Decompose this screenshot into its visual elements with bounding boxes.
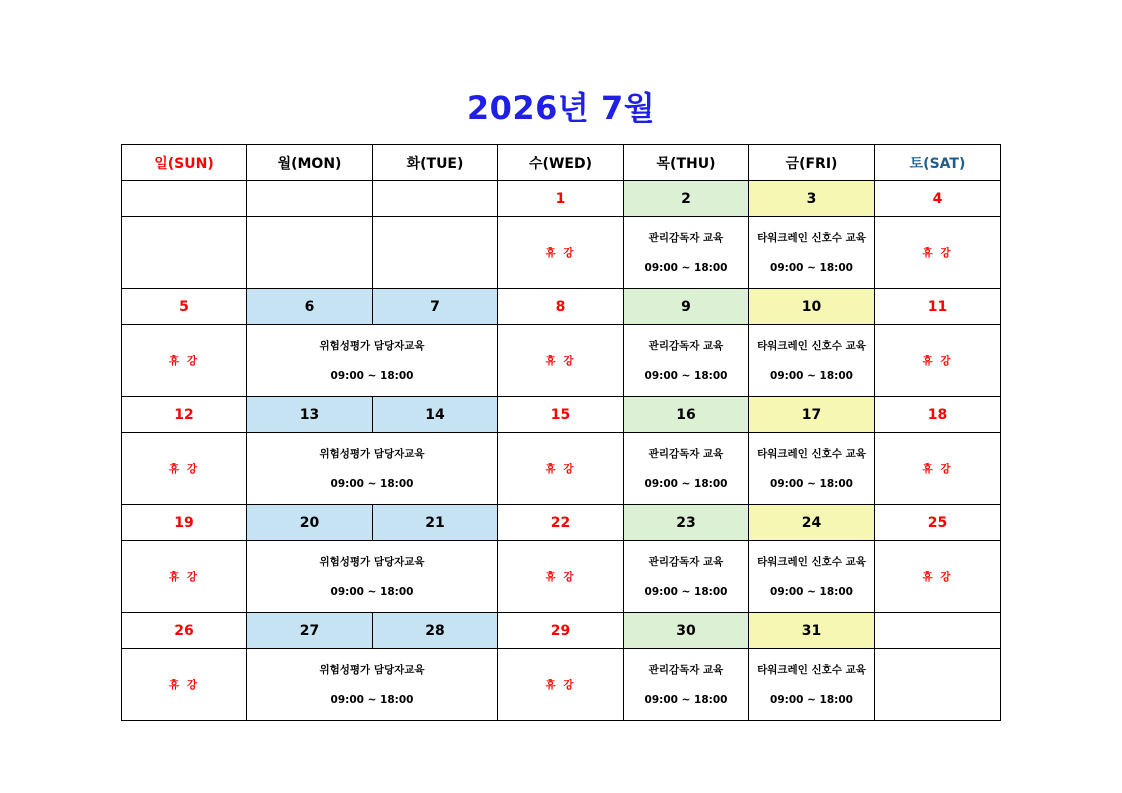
holiday-label: 휴 강 bbox=[922, 355, 953, 367]
date-cell: 7 bbox=[373, 289, 498, 325]
course-name: 위험성평가 담당자교육 bbox=[319, 663, 425, 676]
weekday-header-row bbox=[122, 145, 1001, 181]
course-time: 09:00 ~ 18:00 bbox=[770, 585, 853, 598]
weekday-thu: 목(THU) bbox=[624, 145, 749, 181]
event-cell-empty bbox=[373, 217, 498, 289]
holiday-cell bbox=[498, 541, 624, 613]
date-cell: 21 bbox=[373, 505, 498, 541]
date-cell: 20 bbox=[247, 505, 373, 541]
course-name: 위험성평가 담당자교육 bbox=[319, 339, 425, 352]
course-name: 타워크레인 신호수 교육 bbox=[757, 555, 866, 568]
course-time: 09:00 ~ 18:00 bbox=[770, 693, 853, 706]
course-name: 위험성평가 담당자교육 bbox=[319, 447, 425, 460]
event-cell-empty bbox=[247, 217, 373, 289]
course-time: 09:00 ~ 18:00 bbox=[644, 585, 728, 598]
date-row bbox=[122, 289, 1001, 325]
holiday-label: 휴 강 bbox=[545, 247, 576, 259]
date-row bbox=[122, 397, 1001, 433]
date-cell: 19 bbox=[122, 505, 247, 541]
course-time: 09:00 ~ 18:00 bbox=[644, 477, 728, 490]
crane-course-cell bbox=[749, 541, 875, 613]
date-cell: 25 bbox=[875, 505, 1001, 541]
date-cell: 31 bbox=[749, 613, 875, 649]
course-time: 09:00 ~ 18:00 bbox=[644, 693, 728, 706]
date-cell: 1 bbox=[498, 181, 624, 217]
holiday-label: 휴 강 bbox=[922, 571, 953, 583]
crane-course-cell bbox=[749, 217, 875, 289]
date-cell: 17 bbox=[749, 397, 875, 433]
date-cell: 5 bbox=[122, 289, 247, 325]
event-cell-empty bbox=[122, 217, 247, 289]
date-cell: 10 bbox=[749, 289, 875, 325]
weekday-sun: 일(SUN) bbox=[122, 145, 247, 181]
date-cell: 13 bbox=[247, 397, 373, 433]
holiday-label: 휴 강 bbox=[169, 355, 199, 367]
date-row bbox=[122, 181, 1001, 217]
weekday-sat: 토(SAT) bbox=[875, 145, 1001, 181]
course-name: 관리감독자 교육 bbox=[648, 663, 724, 676]
date-cell-empty bbox=[122, 181, 247, 217]
holiday-cell bbox=[875, 433, 1001, 505]
course-time: 09:00 ~ 18:00 bbox=[330, 369, 414, 382]
holiday-cell bbox=[122, 325, 247, 397]
holiday-label: 휴 강 bbox=[545, 679, 576, 691]
event-row bbox=[122, 541, 1001, 613]
holiday-cell bbox=[122, 433, 247, 505]
event-row bbox=[122, 433, 1001, 505]
weekday-wed: 수(WED) bbox=[498, 145, 624, 181]
course-name: 타워크레인 신호수 교육 bbox=[757, 447, 866, 460]
holiday-label: 휴 강 bbox=[922, 247, 953, 259]
holiday-label: 휴 강 bbox=[922, 463, 953, 475]
date-cell: 12 bbox=[122, 397, 247, 433]
holiday-cell bbox=[498, 325, 624, 397]
holiday-label: 휴 강 bbox=[545, 463, 576, 475]
course-name: 위험성평가 담당자교육 bbox=[319, 555, 425, 568]
date-cell: 15 bbox=[498, 397, 624, 433]
event-row bbox=[122, 649, 1001, 721]
course-time: 09:00 ~ 18:00 bbox=[330, 585, 414, 598]
risk-course-cell bbox=[247, 649, 498, 721]
supervisor-course-cell bbox=[624, 541, 749, 613]
course-time: 09:00 ~ 18:00 bbox=[644, 261, 728, 274]
course-time: 09:00 ~ 18:00 bbox=[644, 369, 728, 382]
date-cell: 3 bbox=[749, 181, 875, 217]
course-name: 타워크레인 신호수 교육 bbox=[757, 339, 866, 352]
course-name: 관리감독자 교육 bbox=[648, 339, 724, 352]
page-title: 2026년 7월 bbox=[466, 89, 656, 127]
course-time: 09:00 ~ 18:00 bbox=[330, 477, 414, 490]
course-name: 타워크레인 신호수 교육 bbox=[757, 231, 866, 244]
course-time: 09:00 ~ 18:00 bbox=[770, 261, 853, 274]
date-cell-empty bbox=[875, 613, 1001, 649]
date-cell: 2 bbox=[624, 181, 749, 217]
event-row bbox=[122, 325, 1001, 397]
crane-course-cell bbox=[749, 325, 875, 397]
holiday-label: 휴 강 bbox=[169, 679, 199, 691]
crane-course-cell bbox=[749, 433, 875, 505]
crane-course-cell bbox=[749, 649, 875, 721]
date-cell: 9 bbox=[624, 289, 749, 325]
calendar-table bbox=[121, 144, 1001, 721]
course-time: 09:00 ~ 18:00 bbox=[770, 477, 853, 490]
supervisor-course-cell bbox=[624, 649, 749, 721]
date-cell-empty bbox=[247, 181, 373, 217]
date-cell: 4 bbox=[875, 181, 1001, 217]
date-cell: 23 bbox=[624, 505, 749, 541]
date-cell: 18 bbox=[875, 397, 1001, 433]
risk-course-cell bbox=[247, 325, 498, 397]
supervisor-course-cell bbox=[624, 433, 749, 505]
date-cell: 24 bbox=[749, 505, 875, 541]
supervisor-course-cell bbox=[624, 325, 749, 397]
date-cell: 16 bbox=[624, 397, 749, 433]
date-cell: 30 bbox=[624, 613, 749, 649]
date-cell: 26 bbox=[122, 613, 247, 649]
date-cell: 28 bbox=[373, 613, 498, 649]
date-cell: 11 bbox=[875, 289, 1001, 325]
weekday-fri: 금(FRI) bbox=[749, 145, 875, 181]
risk-course-cell bbox=[247, 433, 498, 505]
holiday-cell bbox=[875, 541, 1001, 613]
course-name: 관리감독자 교육 bbox=[648, 447, 724, 460]
holiday-cell bbox=[875, 325, 1001, 397]
date-row bbox=[122, 613, 1001, 649]
weekday-mon: 월(MON) bbox=[247, 145, 373, 181]
holiday-label: 휴 강 bbox=[545, 571, 576, 583]
date-cell: 8 bbox=[498, 289, 624, 325]
holiday-label: 휴 강 bbox=[169, 463, 199, 475]
holiday-cell bbox=[875, 217, 1001, 289]
holiday-label: 휴 강 bbox=[545, 355, 576, 367]
date-cell: 22 bbox=[498, 505, 624, 541]
date-cell-empty bbox=[373, 181, 498, 217]
supervisor-course-cell bbox=[624, 217, 749, 289]
date-cell: 6 bbox=[247, 289, 373, 325]
course-name: 관리감독자 교육 bbox=[648, 555, 724, 568]
risk-course-cell bbox=[247, 541, 498, 613]
holiday-cell bbox=[498, 649, 624, 721]
holiday-cell bbox=[498, 433, 624, 505]
course-name: 관리감독자 교육 bbox=[648, 231, 724, 244]
course-name: 타워크레인 신호수 교육 bbox=[757, 663, 866, 676]
weekday-tue: 화(TUE) bbox=[373, 145, 498, 181]
course-time: 09:00 ~ 18:00 bbox=[330, 693, 414, 706]
date-cell: 14 bbox=[373, 397, 498, 433]
date-row bbox=[122, 505, 1001, 541]
holiday-cell bbox=[122, 649, 247, 721]
event-cell-empty bbox=[875, 649, 1001, 721]
course-time: 09:00 ~ 18:00 bbox=[770, 369, 853, 382]
date-cell: 29 bbox=[498, 613, 624, 649]
holiday-cell bbox=[498, 217, 624, 289]
event-row bbox=[122, 217, 1001, 289]
date-cell: 27 bbox=[247, 613, 373, 649]
holiday-label: 휴 강 bbox=[169, 571, 199, 583]
holiday-cell bbox=[122, 541, 247, 613]
